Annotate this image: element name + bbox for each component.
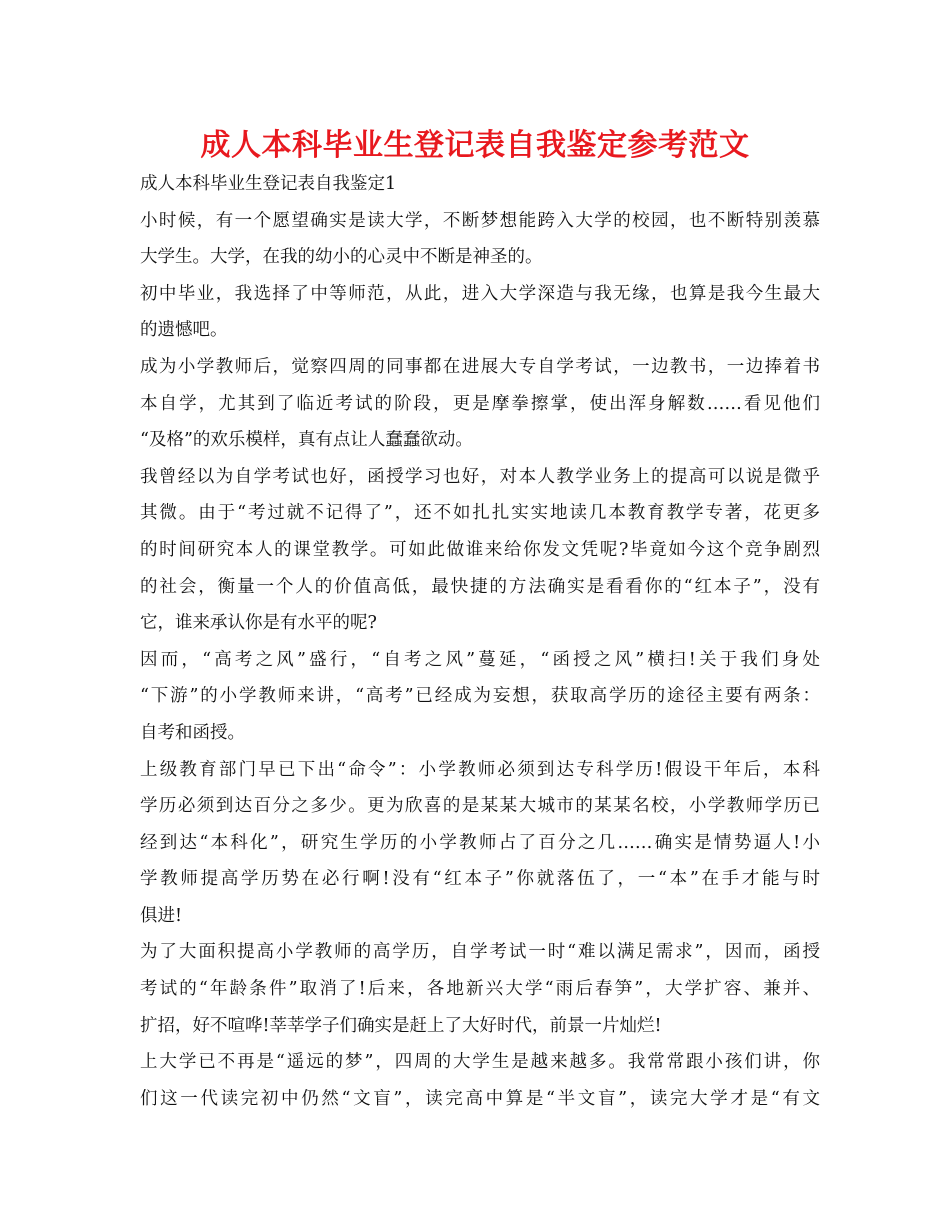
document-body <box>140 166 820 1117</box>
paragraph-line: “及格”的欢乐模样，真有点让人蠢蠢欲动。 <box>140 430 473 451</box>
paragraph-line: 我曾经以为自学考试也好，函授学习也好，对本人教学业务上的提高可以说是微乎 <box>140 466 820 487</box>
paragraph-line: 自考和函授。 <box>140 722 245 743</box>
paragraph-line: 初中毕业，我选择了中等师范，从此，进入大学深造与我无缘，也算是我今生最大 <box>140 283 820 304</box>
paragraph-line: 成为小学教师后，觉察四周的同事都在进展大专自学考试，一边教书，一边捧着书 <box>140 356 820 377</box>
paragraph-line: 考试的“年龄条件”取消了!后来，各地新兴大学“雨后春笋”，大学扩容、兼并、 <box>140 979 820 1000</box>
paragraph-line: 上大学已不再是“遥远的梦”，四周的大学生是越来越多。我常常跟小孩们讲，你 <box>140 1052 820 1073</box>
paragraph-line: 的遗憾吧。 <box>140 320 228 341</box>
paragraph-line: 为了大面积提高小学教师的高学历，自学考试一时“难以满足需求”，因而，函授 <box>140 942 820 963</box>
paragraph-line: 学教师提高学历势在必行啊!没有“红本子”你就落伍了，一“本”在手才能与时 <box>140 869 820 890</box>
paragraph-line: 本自学，尤其到了临近考试的阶段，更是摩拳擦掌，使出浑身解数……看见他们 <box>140 393 820 414</box>
document-subtitle: 成人本科毕业生登记表自我鉴定1 <box>140 174 397 194</box>
paragraph-line: 大学生。大学，在我的幼小的心灵中不断是神圣的。 <box>140 247 543 268</box>
paragraph-line: 小时候，有一个愿望确实是读大学，不断梦想能跨入大学的校园，也不断特别羡慕 <box>140 210 820 231</box>
paragraph-line: 因而，“高考之风”盛行，“自考之风”蔓延，“函授之风”横扫!关于我们身处 <box>140 649 820 670</box>
paragraph-line: 上级教育部门早已下出“命令”：小学教师必须到达专科学历!假设干年后，本科 <box>140 759 820 780</box>
paragraph-line: 经到达“本科化”，研究生学历的小学教师占了百分之几……确实是情势逼人!小 <box>140 832 820 853</box>
paragraph-line: 的时间研究本人的课堂教学。可如此做谁来给你发文凭呢?毕竟如今这个竞争剧烈 <box>140 539 820 560</box>
document-title: 成人本科毕业生登记表自我鉴定参考范文 <box>200 128 750 163</box>
paragraph-line: 们这一代读完初中仍然“文盲”，读完高中算是“半文盲”，读完大学才是“有文 <box>140 1088 820 1109</box>
paragraph-line: 其微。由于“考过就不记得了”，还不如扎扎实实地读几本教育教学专著，花更多 <box>140 503 820 524</box>
paragraph-line: “下游”的小学教师来讲，“高考”已经成为妄想，获取高学历的途径主要有两条： <box>140 686 820 707</box>
paragraph-line: 学历必须到达百分之多少。更为欣喜的是某某大城市的某某名校，小学教师学历已 <box>140 796 820 817</box>
paragraph-line: 的社会，衡量一个人的价值高低，最快捷的方法确实是看看你的“红本子”，没有 <box>140 576 820 597</box>
paragraph-line: 扩招，好不喧哗!莘莘学子们确实是赶上了大好时代，前景一片灿烂! <box>140 1015 662 1036</box>
paragraph-line: 它，谁来承认你是有水平的呢? <box>140 613 377 634</box>
paragraph-line: 俱进! <box>140 905 183 926</box>
